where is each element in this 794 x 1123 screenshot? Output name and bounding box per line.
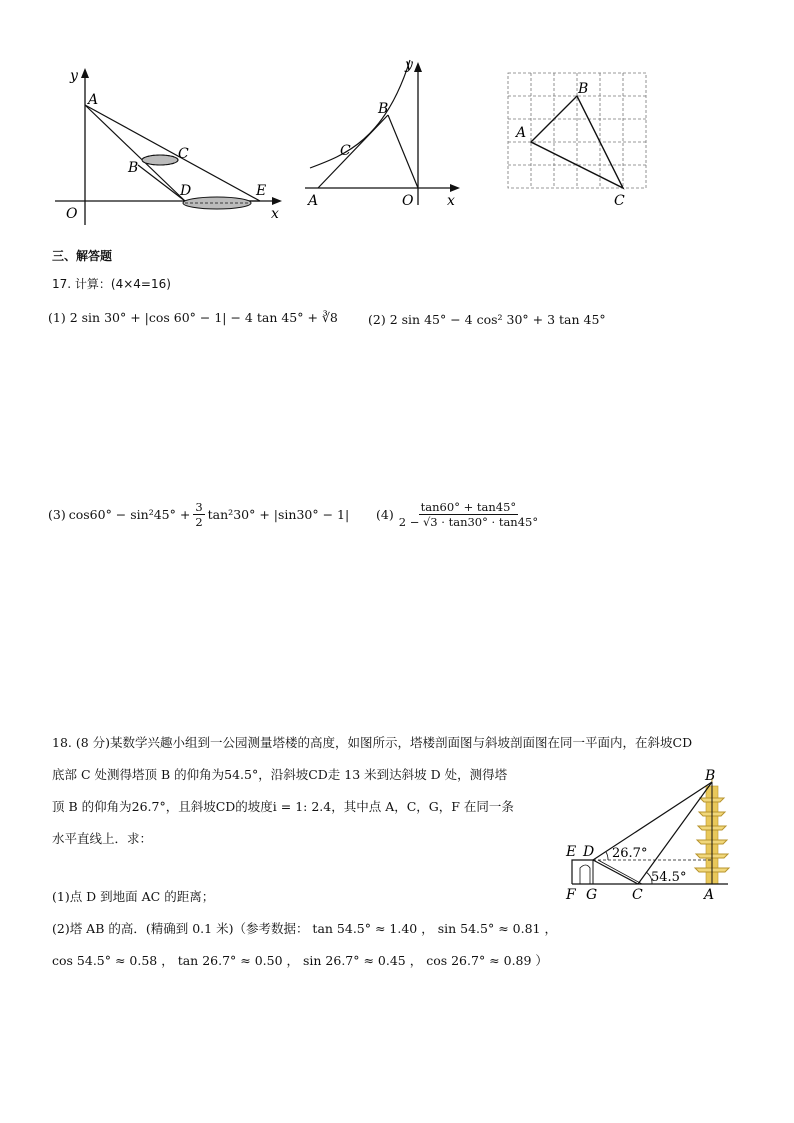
fig1-label-y: y — [70, 68, 78, 84]
fig2-label-O: O — [402, 193, 414, 209]
fig18-label-A: A — [704, 887, 715, 903]
section-title: 三、解答题 — [52, 249, 113, 263]
q17-part1 — [48, 310, 338, 325]
q17-p3-expr-b: tan²30° + |sin30° − 1| — [207, 507, 350, 522]
fig2-label-C: C — [340, 143, 351, 159]
q17-p1-label: (1) — [48, 310, 66, 325]
fig3-label-C: C — [614, 193, 625, 209]
fig2-label-x: x — [447, 193, 455, 209]
fig1-label-C: C — [178, 146, 189, 162]
q17-part3 — [48, 500, 349, 529]
q17-p2-label: (2) — [368, 312, 386, 327]
fig2-label-A: A — [308, 193, 319, 209]
q17-p4-numerator: tan60° + tan45° — [420, 500, 517, 514]
q17-p3-label: (3) — [48, 507, 66, 522]
fig1-label-E: E — [256, 183, 267, 199]
q17-p4-denominator: 2 − √3 · tan30° · tan45° — [398, 515, 539, 529]
figure-grid-triangle — [500, 65, 660, 210]
fig18-label-F: F — [566, 887, 576, 903]
q17-p3-expr-a: cos60° − sin²45° + — [68, 507, 191, 522]
q18-line3: 顶 B 的仰角为26.7°，且斜坡CD的坡度i = 1: 2.4，其中点 A，C，G，F 在同一条 — [52, 799, 514, 814]
q17-p3-fraction — [193, 500, 204, 529]
fig18-angle-545: 54.5° — [651, 870, 687, 885]
fig1-label-B: B — [128, 160, 139, 176]
q17-part4 — [376, 500, 540, 529]
fig3-label-B: B — [578, 81, 589, 97]
fig18-label-G: G — [586, 887, 598, 903]
fig2-label-y: y — [405, 57, 413, 73]
q18-sub3: cos 54.5° ≈ 0.58 ， tan 26.7° ≈ 0.50 ， sin 26.7° ≈ 0.45 ， cos 26.7° ≈ 0.89 ） — [52, 953, 548, 968]
figure-curve-triangle — [300, 55, 470, 215]
fig18-label-B: B — [705, 768, 716, 784]
q17-p3-denominator: 2 — [195, 515, 203, 529]
fig18-label-D: D — [583, 844, 595, 860]
fig18-label-E: E — [566, 844, 577, 860]
fig2-label-B: B — [378, 101, 389, 117]
q18-line4: 水平直线上．求： — [52, 831, 153, 846]
q18-sub1: (1)点 D 到地面 AC 的距离； — [52, 889, 215, 904]
q17-p1-expression: 2 sin 30° + |cos 60° − 1| − 4 tan 45° + ∛8 — [69, 310, 338, 325]
q18-line2: 底部 C 处测得塔顶 B 的仰角为54.5°，沿斜坡CD走 13 米到达斜坡 D 处，测得塔 — [52, 767, 508, 782]
fig18-label-C: C — [632, 887, 643, 903]
fig3-label-A: A — [516, 125, 527, 141]
q17-p3-numerator: 3 — [195, 500, 203, 514]
q18-line1: 18. (8 分)某数学兴趣小组到一公园测量塔楼的高度，如图所示，塔楼剖面图与斜坡剖面图在同一平面内，在斜坡CD — [52, 735, 693, 750]
q18-sub2: (2)塔 AB 的高．(精确到 0.1 米)（参考数据： tan 54.5° ≈ 1.40 ， sin 54.5° ≈ 0.81 ， — [52, 921, 557, 936]
figure-tower-slope — [560, 768, 760, 908]
fig1-label-O: O — [66, 206, 78, 222]
figure-coordinate-triangle — [50, 60, 290, 230]
q17-p2-expression: 2 sin 45° − 4 cos² 30° + 3 tan 45° — [389, 312, 606, 327]
fig18-angle-267: 26.7° — [612, 846, 648, 861]
q17-title: 17. 计算：(4×4=16) — [52, 277, 171, 291]
q17-p4-fraction — [397, 500, 540, 529]
fig1-label-D: D — [180, 183, 192, 199]
fig1-label-A: A — [88, 92, 99, 108]
q17-part2 — [368, 312, 606, 327]
q17-p4-label: (4) — [376, 507, 394, 522]
fig1-label-x: x — [271, 206, 279, 222]
